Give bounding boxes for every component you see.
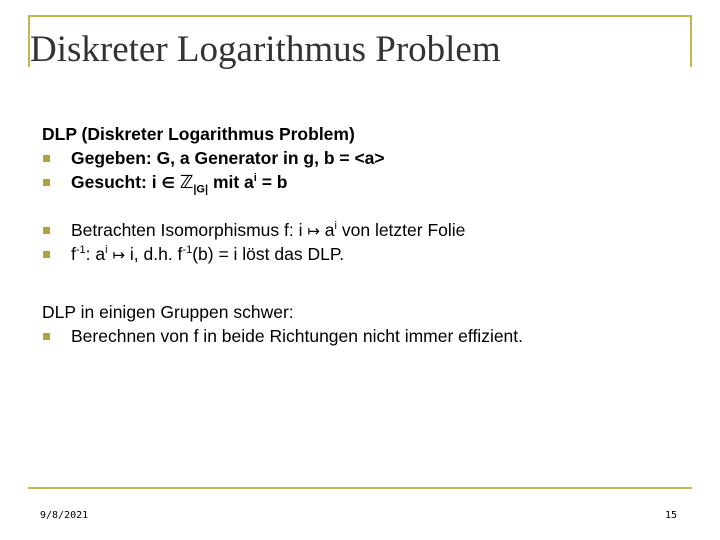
slide-title: Diskreter Logarithmus Problem <box>30 29 501 70</box>
square-bullet-icon <box>43 179 50 186</box>
iso-suffix: von letzter Folie <box>337 220 466 240</box>
square-bullet-icon <box>43 155 50 162</box>
footer-divider <box>28 487 692 489</box>
inverse-exponent: -1 <box>75 244 86 257</box>
slide-content <box>42 122 692 348</box>
iso-exponent: i <box>334 220 337 233</box>
sought-prefix: Gesucht: i <box>71 172 162 192</box>
spacer <box>42 194 692 218</box>
inverse-part2: i, d.h. f <box>125 244 183 264</box>
bullet-sought <box>42 170 692 194</box>
iso-mid: a <box>319 220 335 240</box>
footer-date: 9/8/2021 <box>40 510 89 521</box>
element-of-symbol: ∈ <box>161 174 175 192</box>
bullet-inverse <box>42 242 692 266</box>
inverse-power-exponent: i <box>105 244 108 257</box>
title-frame-right-rule <box>690 15 692 67</box>
spacer <box>42 266 692 290</box>
sought-middle: mit a <box>208 172 254 192</box>
inverse-part1: : a <box>85 244 106 264</box>
square-bullet-icon <box>43 227 50 234</box>
dlp-heading: DLP (Diskreter Logarithmus Problem) <box>42 124 355 144</box>
integers-symbol: ℤ <box>179 172 194 193</box>
iso-prefix: Betrachten Isomorphismus f: i <box>71 220 308 240</box>
hardness-heading: DLP in einigen Gruppen schwer: <box>42 302 294 322</box>
mapsto-symbol: ↦ <box>112 246 126 264</box>
square-bullet-icon <box>43 251 50 258</box>
square-bullet-icon <box>43 333 50 340</box>
inverse-part3: (b) = i löst das DLP. <box>192 244 345 264</box>
title-frame-top-rule <box>28 15 692 17</box>
bullet-isomorphism <box>42 218 692 242</box>
mapsto-symbol: ↦ <box>307 222 320 240</box>
bullet-given <box>42 146 692 170</box>
page-number: 15 <box>664 510 677 521</box>
compute-text: Berechnen von f in beide Richtungen nicht immer effizient. <box>71 326 524 346</box>
bullet-compute <box>42 324 692 348</box>
sought-suffix: = b <box>256 172 288 192</box>
inverse-exponent-2: -1 <box>182 244 193 257</box>
spacer <box>42 290 692 300</box>
given-text: Gegeben: G, a Generator in g, b = <a> <box>71 148 385 168</box>
sought-exponent: i <box>253 172 257 185</box>
group-order-subscript: |G| <box>193 183 209 196</box>
inverse-f: f <box>71 244 76 264</box>
